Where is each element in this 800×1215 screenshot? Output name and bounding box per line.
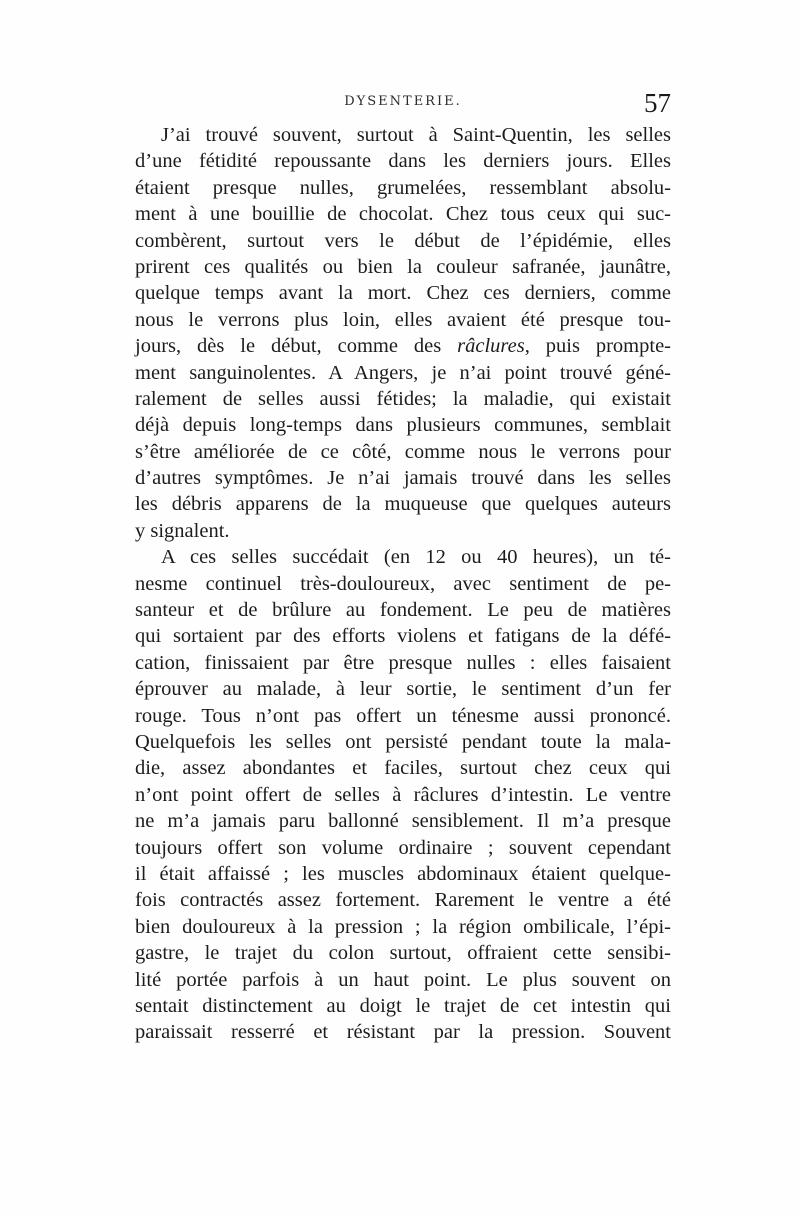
page-number: 57	[644, 88, 671, 118]
text-line: lité portée parfois à un haut point. Le plus souvent on	[135, 968, 671, 991]
paragraph	[135, 544, 671, 1045]
text-line: ment sanguinolentes. A Angers, je n’ai point trouvé géné-	[135, 361, 671, 384]
italic-term: râclures	[457, 335, 525, 358]
text-line: s’être améliorée de ce côté, comme nous le verrons pour	[135, 440, 671, 463]
text-line: die, assez abondantes et faciles, surtout chez ceux qui	[135, 757, 671, 780]
text-line: qui sortaient par des efforts violens et fatigans de la défé-	[135, 625, 671, 648]
text-line: nesme continuel très-douloureux, avec sentiment de pe-	[135, 572, 671, 595]
running-head: DYSENTERIE.	[344, 94, 462, 109]
text-line: ralement de selles aussi fétides; la maladie, qui existait	[135, 387, 671, 410]
paragraph	[135, 122, 671, 544]
text-line: combèrent, surtout vers le début de l’épidémie, elles	[135, 229, 671, 252]
text-line: gastre, le trajet du colon surtout, offraient cette sensibi-	[135, 942, 671, 965]
text-line: nous le verrons plus loin, elles avaient été presque tou-	[135, 308, 671, 331]
text-line: fois contractés assez fortement. Rarement le ventre a été	[135, 889, 671, 912]
text-line: santeur et de brûlure au fondement. Le peu de matières	[135, 599, 671, 622]
text-line: prirent ces qualités ou bien la couleur safranée, jaunâtre,	[135, 255, 671, 278]
text-line	[135, 333, 671, 359]
text-line: A ces selles succédait (en 12 ou 40 heures), un té-	[161, 546, 671, 569]
text-line: ne m’a jamais paru ballonné sensiblement. Il m’a presque	[135, 810, 671, 833]
text-line: quelque temps avant la mort. Chez ces derniers, comme	[135, 282, 671, 305]
text-line: toujours offert son volume ordinaire ; souvent cependant	[135, 836, 671, 859]
text-line: il était affaissé ; les muscles abdominaux étaient quelque-	[135, 862, 671, 885]
text-line: d’autres symptômes. Je n’ai jamais trouvé dans les selles	[135, 467, 671, 490]
text-line: éprouver au malade, à leur sortie, le sentiment d’un fer	[135, 678, 671, 701]
text-line: paraissait resserré et résistant par la pression. Souvent	[135, 1021, 671, 1044]
body-text	[135, 122, 671, 1046]
text-line: cation, finissaient par être presque nulles : elles faisaient	[135, 651, 671, 674]
text-line: sentait distinctement au doigt le trajet de cet intestin qui	[135, 994, 671, 1017]
text-line: ment à une bouillie de chocolat. Chez tous ceux qui suc-	[135, 203, 671, 226]
text-line: rouge. Tous n’ont pas offert un ténesme aussi prononcé.	[135, 704, 671, 727]
text-fragment: jours, dès le début, comme des	[135, 335, 442, 358]
text-line: les débris apparens de la muqueuse que quelques auteurs	[135, 493, 671, 516]
text-line: J’ai trouvé souvent, surtout à Saint-Quentin, les selles	[161, 124, 671, 146]
text-line: Quelquefois les selles ont persisté pendant toute la mala-	[135, 730, 671, 753]
text-line: n’ont point offert de selles à râclures d’intestin. Le ventre	[135, 783, 671, 806]
page-header	[135, 88, 671, 118]
text-fragment: , puis prompte-	[524, 335, 671, 358]
text-line: d’une fétidité repoussante dans les derniers jours. Elles	[135, 150, 671, 173]
text-line: bien douloureux à la pression ; la région ombilicale, l’épi-	[135, 915, 671, 938]
text-line: étaient presque nulles, grumelées, ressemblant absolu-	[135, 176, 671, 199]
text-line: déjà depuis long-temps dans plusieurs communes, semblait	[135, 414, 671, 437]
text-line: y signalent.	[135, 519, 230, 542]
